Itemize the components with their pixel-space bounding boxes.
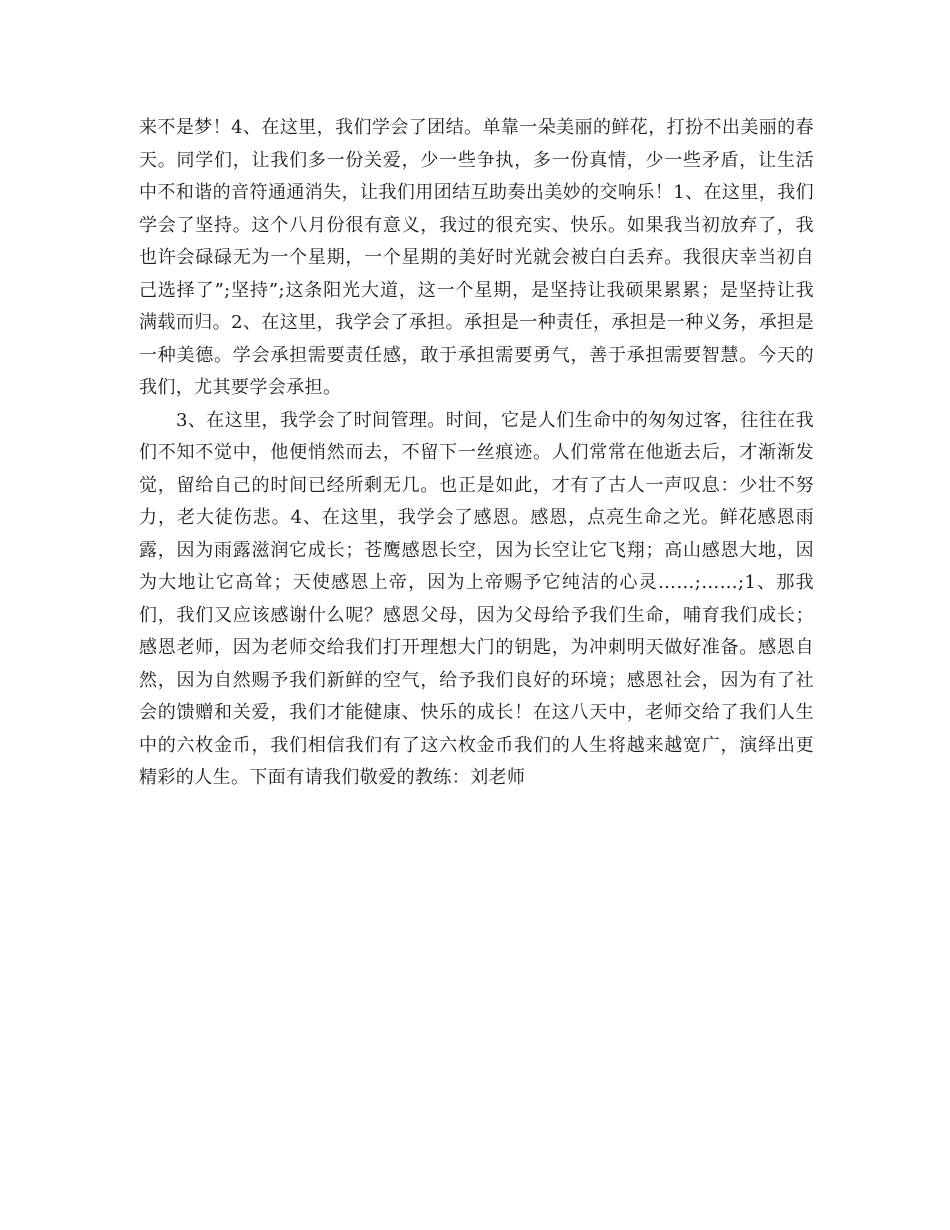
paragraph-1: 来不是梦！4、在这里，我们学会了团结。单靠一朵美丽的鲜花，打扮不出美丽的春天。同学们，让我们多一份关爱，少一些争执，多一份真情，少一些矛盾，让生活中不和谐的音符通通消失，让我们用团结互助奏出美妙的交响乐！1、在这里，我们学会了坚持。这个八月份很有意义，我过的很充实、快乐。如果我当初放弃了，我也许会碌碌无为一个星期，一个星期的美好时光就会被白白丢弃。我很庆幸当初自己选择了”;坚持”;这条阳光大道，这一个星期，是坚持让我硕果累累；是坚持让我满载而归。2、在这里，我学会了承担。承担是一种责任，承担是一种义务，承担是一种美德。学会承担需要责任感，敢于承担需要勇气，善于承担需要智慧。今天的我们，尤其要学会承担。	[139, 117, 814, 398]
paragraph-2: 3、在这里，我学会了时间管理。时间，它是人们生命中的匆匆过客，往往在我们不知不觉中，他便悄然而去，不留下一丝痕迹。人们常常在他逝去后，才渐渐发觉，留给自己的时间已经所剩无几。也正是如此，才有了古人一声叹息：少壮不努力，老大徒伤悲。4、在这里，我学会了感恩。感恩，点亮生命之光。鲜花感恩雨露，因为雨露滋润它成长；苍鹰感恩长空，因为长空让它飞翔；高山感恩大地，因为大地让它高耸；天使感恩上帝，因为上帝赐予它纯洁的心灵……;……;1、那我们，我们又应该感谢什么呢？感恩父母，因为父母给予我们生命，哺育我们成长；感恩老师，因为老师交给我们打开理想大门的钥匙，为冲刺明天做好准备。感恩自然，因为自然赐予我们新鲜的空气，给予我们良好的环境；感恩社会，因为有了社会的馈赠和关爱，我们才能健康、快乐的成长！在这八天中，老师交给了我们人生中的六枚金币，我们相信我们有了这六枚金币我们的人生将越来越宽广，演绎出更精彩的人生。下面有请我们敬爱的教练：刘老师	[139, 409, 814, 788]
document-body	[139, 112, 814, 795]
